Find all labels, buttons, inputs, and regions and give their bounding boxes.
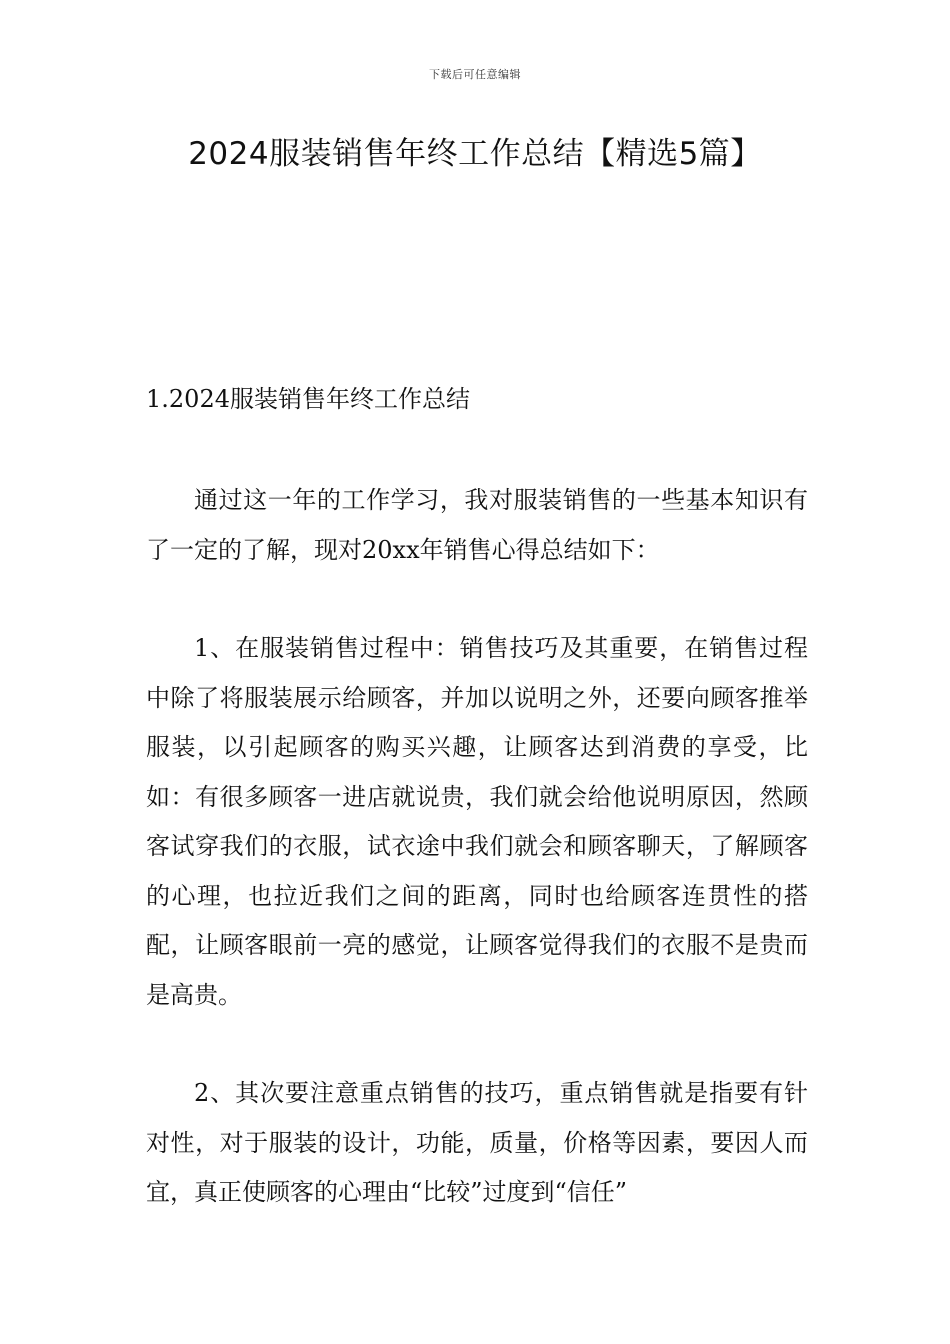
section-heading: 1.2024服装销售年终工作总结 (146, 385, 470, 413)
document-title: 2024服装销售年终工作总结【精选5篇】 (188, 136, 762, 172)
paragraph-intro: 通过这一年的工作学习，我对服装销售的一些基本知识有了一定的了解，现对20xx年销售心得总结如下： (146, 486, 808, 564)
paragraph-point-1: 1、在服装销售过程中：销售技巧及其重要，在销售过程中除了将服装展示给顾客，并加以说明之外，还要向顾客推举服装，以引起顾客的购买兴趣，让顾客达到消费的享受，比如：有很多顾客一进店就说贵，我们就会给他说明原因，然顾客试穿我们的衣服，试衣途中我们就会和顾客聊天，了解顾客的心理，也拉近我们之间的距离，同时也给顾客连贯性的搭配，让顾客眼前一亮的感觉，让顾客觉得我们的衣服不是贵而是高贵。 (146, 634, 808, 1009)
paragraph-point-2: 2、其次要注意重点销售的技巧，重点销售就是指要有针对性，对于服装的设计，功能，质量，价格等因素，要因人而宜，真正使顾客的心理由“比较”过度到“信任” (146, 1079, 808, 1206)
header-note: 下载后可任意编辑 (429, 68, 521, 81)
